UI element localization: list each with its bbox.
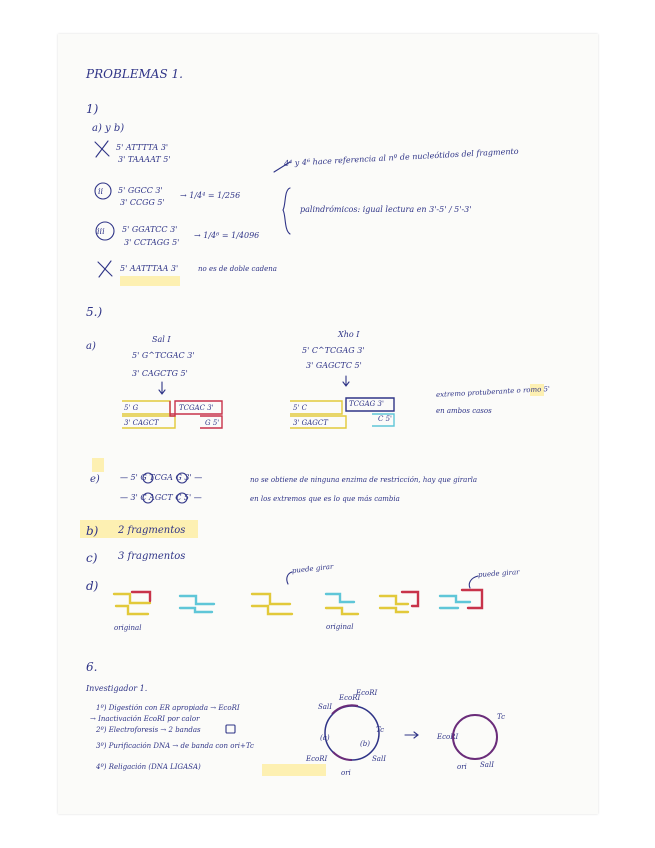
ends-note-2: en ambos casos [436,407,492,415]
sal-cut-right-top: TCGAC 3' [179,404,214,412]
xho-cut-left-top: 5' C [293,404,307,412]
xho-top: 5' C^TCGAG 3' [302,346,365,355]
xho-cut-left-bottom: 3' GAGCT [293,419,328,427]
part-b-label: b) [86,524,99,538]
problem-1-part: a) y b) [92,123,125,134]
xho-bottom: 3' GAGCTC 5' [306,361,362,370]
ii-top-strand: 5' GGCC 3' [118,186,163,195]
step-3: 3º) Purificación DNA → de banda con ori+Tc [96,742,254,750]
e-note-2: en los extremos que es lo que más cambia [250,495,400,503]
sal-cut-right-bottom: G 5' [205,419,220,427]
e-bottom-strand: — 3' C AGCT C 5' — [120,493,202,502]
xho-cut-right-top: TCGAG 3' [349,400,384,408]
sal-bottom: 3' CAGCTG 5' [132,369,188,378]
step-4: 4º) Religación (DNA LIGASA) [96,763,201,771]
step-1b: → Inactivación EcoRI por calor [90,715,200,723]
plasmid-eco-c: EcoRI [306,755,328,763]
step-2: 2º) Electroforesis → 2 bandas [96,726,201,734]
iv-strand: 5' AATTTAA 3' [120,264,179,273]
plasmid-eco-b: EcoRI [356,689,378,697]
e-note-1: no se obtiene de ninguna enzima de restricción, hay que girarla [250,476,478,484]
ii-label: ii [98,187,104,196]
problem-5-number: 5.) [86,305,103,319]
problem-1-number: 1) [86,102,99,116]
plasmid-ori: ori [341,769,351,777]
religated-eco: EcoRI [437,733,459,741]
part-c-text: 3 fragmentos [118,551,186,562]
investigador-heading: Investigador 1. [86,684,148,693]
problem-6-number: 6. [86,660,98,674]
plasmid-tc: Tc [376,726,385,734]
part-b-text: 2 fragmentos [118,525,186,536]
sal-name: Sal I [152,335,171,344]
d-original-1: original [114,624,142,632]
part-c-label: c) [86,551,98,565]
d-note-1: puede girar [291,562,334,575]
iii-top-strand: 5' GGATCC 3' [122,225,178,234]
ii-result: → 1/4⁴ = 1/256 [180,191,241,200]
step-1: 1º) Digestión con ER apropiada → EcoRI [96,704,240,712]
i-bottom-strand: 3' TAAAAT 5' [118,155,171,164]
iii-label: iii [97,227,105,236]
plasmid-ai: (a) [320,734,330,742]
religated-tc: Tc [497,713,506,721]
plasmid-bii: (b) [360,740,370,748]
palindrome-note: palindrómicos: igual lectura en 3'-5' / 5'-3' [300,205,472,214]
religated-sal: SalI [480,761,494,769]
xho-cut-right-bottom: C 5' [378,415,392,423]
reference-note: 4⁴ y 4⁶ hace referencia al nº de nucleótidos del fragmento [283,146,519,168]
plasmid-sal-a: SalI [318,703,332,711]
iii-bottom-strand: 3' CCTAGG 5' [124,238,180,247]
sal-top: 5' G^TCGAC 3' [132,351,195,360]
part-d-label: d) [86,579,99,593]
plasmid-eco-a: EcoRI [339,694,361,702]
sal-cut-left-bottom: 3' CAGCT [124,419,159,427]
ii-bottom-strand: 3' CCGG 5' [120,198,165,207]
part-e-label: e) [90,474,100,485]
sal-cut-left-top: 5' G [124,404,139,412]
plasmid-sal-b: SalI [372,755,386,763]
religated-ori: ori [457,763,467,771]
e-top-strand: — 5' G TCGA G 3' — [120,473,203,482]
ends-note-1: extremo protuberante o romo 5' [435,385,551,399]
page-title: PROBLEMAS 1. [86,67,183,81]
iv-note: no es de doble cadena [198,265,277,273]
xho-name: Xho I [338,330,360,339]
iii-result: → 1/4⁶ = 1/4096 [194,231,260,240]
d-original-2: original [326,623,354,631]
i-top-strand: 5' ATTTTA 3' [116,143,169,152]
part-a-label: a) [86,341,96,352]
d-note-2: puede girar [477,568,520,579]
